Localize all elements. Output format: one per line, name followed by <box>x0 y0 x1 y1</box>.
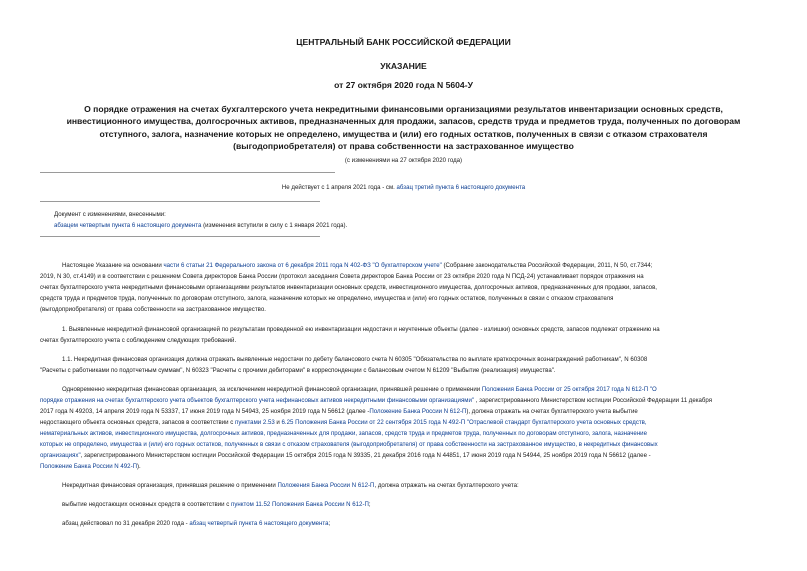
point-11-52-link[interactable]: пунктом 11.52 Положения Банка России N 612-П <box>231 501 369 508</box>
paragraph-line <box>40 430 647 438</box>
paragraph-line: организациях", зарегистрированного Министерством юстиции Российской Федерации 15 октября 2015 года N 39335, 21 декабря 2016 года N 44851, 17 июня 2019 года N 54944, 25 ноября 2019 года N 56612 (далее - <box>40 452 651 459</box>
amendment-note: (с изменениями на 27 октября 2020 года) <box>344 157 463 164</box>
divider <box>40 236 320 237</box>
status-link[interactable]: абзац третий пункта 6 настоящего документа <box>396 184 526 191</box>
paragraph-line: порядке отражения на счетах бухгалтерского учета объектов бухгалтерского учета нефинансовых активов некредитными финансовыми организациями" , зарегистрированного Министерством юстиции Российской Федерации 11 декабря <box>40 397 713 404</box>
changes-link[interactable]: абзац четвертый пункта 6 настоящего документа <box>189 520 329 527</box>
paragraph-line <box>40 441 658 449</box>
law-link[interactable]: части 6 статьи 21 Федерального закона от 6 декабря 2011 года N 402-ФЗ "О бухгалтерском учете" <box>163 262 442 269</box>
regulation-492-link[interactable]: которых не определено, имущества и (или) его годных остатков, полученных в связи с отказом страхователя (выгодоприобретателя) от права собственности на застрахованное имущество, в некредитных финансовых <box>40 441 658 448</box>
paragraph-line: выбытие недостающих основных средств в соответствии с пунктом 11.52 Положения Банка России N 612-П; <box>62 501 371 508</box>
regulation-492-link[interactable]: нематериальных активов, инвестиционного имущества, долгосрочных активов, предназначенных для продажи, запасов, средств труда и предметов труда, полученных по договорам отступного, залога, назначение <box>40 430 647 437</box>
regulation-612-link[interactable]: порядке отражения на счетах бухгалтерского учета объектов бухгалтерского учета нефинансовых активов некредитными финансовыми организациями" <box>40 397 475 404</box>
document-title <box>40 103 767 152</box>
paragraph-line: недостающего объекта основных средств, запасов в соответствии с пунктами 2.53 и 6.25 Положения Банка России от 22 сентября 2015 года N 492-П "Отраслевой стандарт бухгалтерского учета основных средств, <box>40 419 647 426</box>
paragraph-line: 1. Выявленные некредитной финансовой организацией по результатам проведенной ею инвентаризации недостачи и неучтенные объекты (далее - излишки) основных средств, запасов подлежат отражению на <box>62 326 660 333</box>
paragraph-line: средств труда и предметов труда, полученных по договорам отступного, залога, назначение которых не определено, имущества и (или) его годных остатков, полученных в связи с отказом страхователя <box>40 295 614 302</box>
regulation-612-link[interactable]: Положения Банка России от 25 октября 2017 года N 612-П "О <box>481 386 657 393</box>
paragraph-line: Настоящее Указание на основании части 6 статьи 21 Федерального закона от 6 декабря 2011 года N 402-ФЗ "О бухгалтерском учете" (Собрание законодательства Российской Федерации, 2011, N 50, ст.7344; <box>62 262 653 269</box>
point-2-53-link[interactable]: пунктами 2.53 <box>235 419 275 426</box>
paragraph-line: Положение Банка России N 492-П). <box>40 463 141 470</box>
paragraph-line: "Расчеты с работниками по подотчетным суммам", N 60323 "Расчеты с прочими дебиторами" в корреспонденции с балансовым счетом N 61209 "Выбытие (реализация) имущества". <box>40 367 556 374</box>
regulation-612-short-link[interactable]: Положения Банка России N 612-П <box>277 482 375 489</box>
title-line: инвестиционного имущества, долгосрочных активов, предназначенных для продажи, запасов, средств труда и предметов труда, полученных по договорам <box>66 116 741 127</box>
regulation-612-short-link[interactable]: Положение Банка России N 612-П <box>369 408 467 415</box>
paragraph-line: Одновременно некредитная финансовая организация, за исключением некредитной финансовой организации, принявшей решение о применении Положения Банка России от 25 октября 2017 года N 612-П "О <box>62 386 657 393</box>
issuer-heading: ЦЕНТРАЛЬНЫЙ БАНК РОССИЙСКОЙ ФЕДЕРАЦИИ <box>296 37 511 47</box>
title-line: О порядке отражения на счетах бухгалтерского учета некредитными финансовыми организациями результатов инвентаризации основных средств, <box>84 104 723 114</box>
title-line: отступного, залога, назначение которых не определено, имущества и (или) его годных остатков, полученных в связи с отказом страхователя <box>99 128 708 139</box>
regulation-492-link[interactable]: организациях" <box>40 452 81 459</box>
paragraph-line: счетах бухгалтерского учета некредитными финансовыми организациями результатов инвентаризации основных средств, инвестиционного имущества, долгосрочных активов, предназначенных для продажи, запасов, <box>40 284 657 291</box>
paragraph-line: (выгодоприобретателя) от права собственности на застрахованное имущество. <box>40 306 266 313</box>
changes-line: абзацем четвертым пункта 6 настоящего документа (изменения вступили в силу с 1 января 2021 года). <box>54 222 348 229</box>
regulation-492-short-link[interactable]: Положение Банка России N 492-П <box>40 463 137 470</box>
divider <box>40 201 320 202</box>
changes-link[interactable]: абзацем четвертым пункта 6 настоящего документа <box>54 222 202 229</box>
document-date-number: от 27 октября 2020 года N 5604-У <box>334 80 473 90</box>
document-type: УКАЗАНИЕ <box>380 61 427 71</box>
paragraph-line: счетах бухгалтерского учета с соблюдением следующих требований. <box>40 337 237 344</box>
divider <box>40 172 335 173</box>
paragraph-line: Некредитная финансовая организация, принявшая решение о применении Положения Банка России N 612-П, должна отражать на счетах бухгалтерского учета: <box>62 482 519 489</box>
paragraph-line: 2019, N 30, ст.4149) и в соответствии с решением Совета директоров Банка России (протокол заседания Совета директоров Банка России от 23 октября 2020 года N ПСД-24) устанавливает порядок отражения на <box>40 273 644 280</box>
title-line: (выгодоприобретателя) от права собственности на застрахованное имущество <box>233 140 574 151</box>
status-note <box>0 184 807 191</box>
paragraph-line: 1.1. Некредитная финансовая организация должна отражать выявленные недостачи по дебету балансового счета N 60305 "Обязательства по выплате краткосрочных вознаграждений работникам", N 60308 <box>62 356 648 363</box>
status-text: Не действует с 1 апреля 2021 года - см. <box>281 184 397 191</box>
paragraph-line: абзац действовал по 31 декабря 2020 года - абзац четвертый пункта 6 настоящего документа; <box>62 520 331 527</box>
paragraph-line: 2017 года N 49203, 14 апреля 2019 года N 53337, 17 июня 2019 года N 54943, 25 ноября 2019 года N 56612 (далее -Положение Банка России N 612-П), должна отражать на счетах бухгалтерского учета выбытие <box>40 408 638 415</box>
changes-heading: Документ с изменениями, внесенными: <box>54 211 166 218</box>
regulation-492-link[interactable]: 6.25 Положения Банка России от 22 сентября 2015 года N 492-П "Отраслевой стандарт бухгалтерского учета основных средств, <box>281 419 647 426</box>
